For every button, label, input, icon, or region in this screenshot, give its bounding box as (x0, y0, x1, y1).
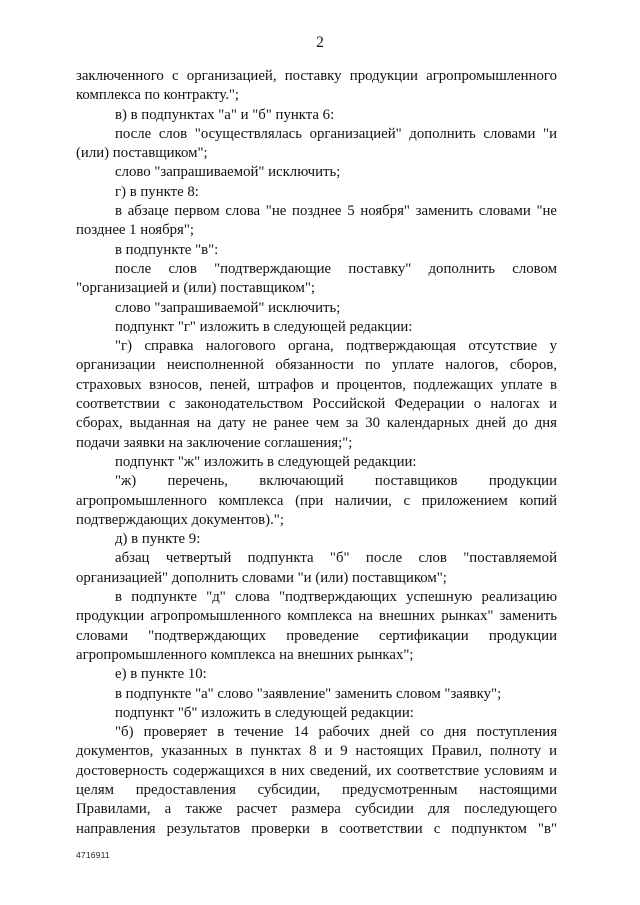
document-code: 4716911 (76, 850, 110, 860)
paragraph: слово "запрашиваемой" исключить; (115, 164, 341, 181)
paragraph: подпункт "б" изложить в следующей редакции: (115, 704, 414, 721)
paragraph-continuation: заключенного с организацией, поставку продукции агропромышленного комплекса по контракту."; (76, 68, 557, 104)
paragraph: после слов "подтверждающие поставку" дополнить словом "организацией и (или) поставщиком"; (76, 260, 557, 297)
paragraph: в подпункте "а" слово "заявление" заменить словом "заявку"; (115, 685, 502, 702)
paragraph: после слов "осуществлялась организацией" дополнить словами "и (или) поставщиком"; (76, 125, 557, 162)
paragraph: подпункт "г" изложить в следующей редакции: (115, 318, 413, 335)
paragraph: в подпункте "в": (115, 241, 219, 258)
document-body (76, 67, 557, 839)
paragraph-item-d: д) в пункте 9: (115, 531, 201, 548)
paragraph: подпункт "ж" изложить в следующей редакции: (115, 453, 417, 470)
paragraph-quote-zh: "ж) перечень, включающий поставщиков продукции агропромышленного комплекса (при наличии, с приложением копий подтверждающих документов)."; (76, 473, 557, 528)
paragraph: в абзаце первом слова "не позднее 5 ноября" заменить словами "не позднее 1 ноября"; (76, 203, 557, 239)
paragraph-quote-b: "б) проверяет в течение 14 рабочих дней со дня поступления документов, указанных в пунктах 8 и 9 настоящих Правил, полноту и достоверность содержащихся в них сведений, их соответствие условиям и целям предоставления субсидии, предусмотренным настоящими Правилами, а также расчет размера субсидии для последующего направления результатов проверки в соответствии с подпунктом "в" (76, 724, 557, 837)
paragraph-item-g: г) в пункте 8: (115, 183, 199, 200)
paragraph-item-e: е) в пункте 10: (115, 666, 207, 683)
paragraph: в подпункте "д" слова "подтверждающих успешную реализацию продукции агропромышленного комплекса на внешних рынках" заменить словами "подтверждающих проведение сертификации продукции агропромышленного комплекса на внешних рынках"; (76, 589, 557, 663)
page-number: 2 (316, 34, 324, 51)
paragraph-quote-g: "г) справка налогового органа, подтверждающая отсутствие у организации неисполненной обязанности по уплате налогов, сборов, страховых взносов, пеней, штрафов и процентов, подлежащих уплате в соответствии с законодательством Российской Федерации о налогах и сборах, выданная на дату не ранее чем за 30 календарных дней до дня подачи заявки на заключение соглашения;"; (76, 338, 557, 451)
paragraph-item-v: в) в подпунктах "а" и "б" пункта 6: (115, 106, 335, 123)
paragraph: абзац четвертый подпункта "б" после слов "поставляемой организацией" дополнить словами "и (или) поставщиком"; (76, 550, 557, 586)
paragraph: слово "запрашиваемой" исключить; (115, 299, 341, 316)
